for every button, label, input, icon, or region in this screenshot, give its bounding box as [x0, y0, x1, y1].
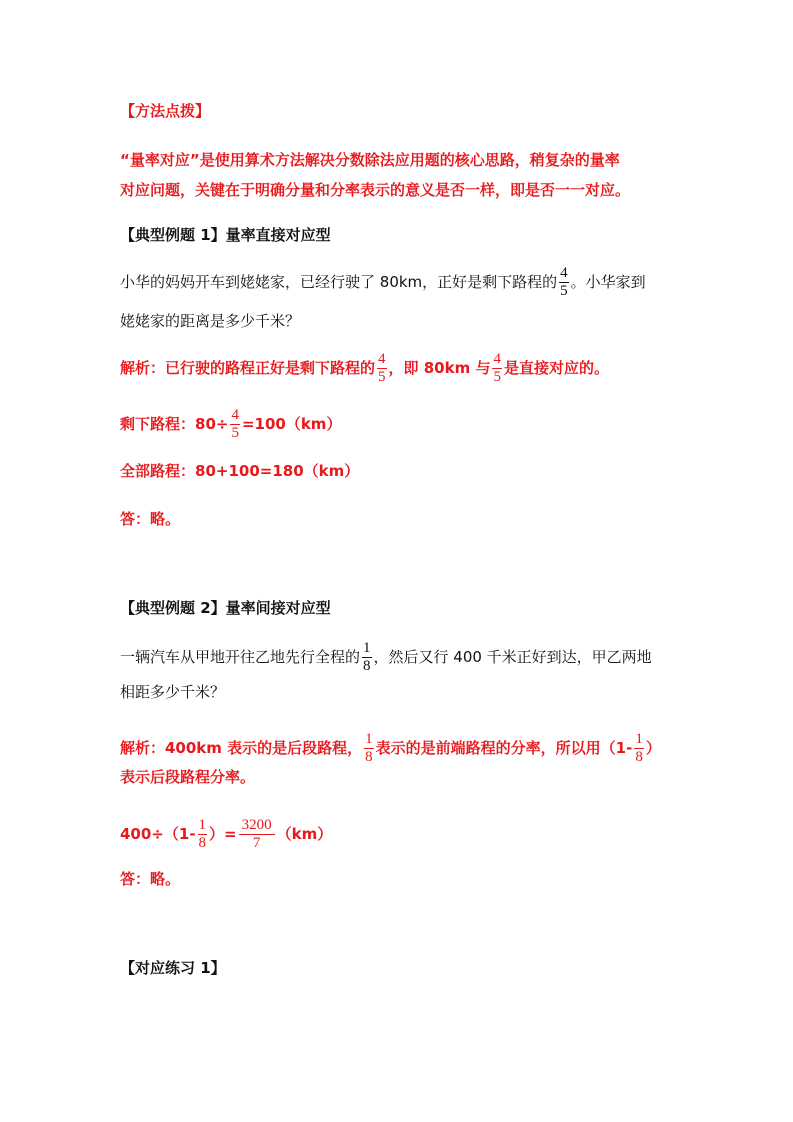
example1-question-text-a: 小华的妈妈开车到姥姥家，已经行驶了 80km，正好是剩下路程的 [120, 273, 558, 291]
fraction-four-fifths: $\frac{4}{5}$ [560, 265, 568, 299]
example1-analysis-text-a: 解析：已行驶的路程正好是剩下路程的 [120, 359, 376, 377]
example2-calc [120, 817, 332, 852]
example1-question-line1 [120, 265, 646, 300]
example2-answer: 答：略。 [120, 870, 181, 888]
example2-question-line2: 相距多少千米？ [120, 683, 226, 701]
example1-remaining-calc [120, 407, 341, 442]
example2-analysis-text-b: 表示的是前端路程的分率，所以用（1- [375, 739, 633, 757]
fraction-one-eighth: $\frac{1}{8}$ [363, 640, 371, 674]
example1-question-line2: 姥姥家的距离是多少千米？ [120, 312, 301, 330]
example1-remaining-text-b: =100（km） [241, 415, 342, 433]
example1-analysis-text-c: 是直接对应的。 [503, 359, 609, 377]
example1-heading: 【典型例题 1】量率直接对应型 [120, 226, 331, 244]
example2-question-text-a: 一辆汽车从甲地开往乙地先行全程的 [120, 648, 361, 666]
example2-question-line1 [120, 640, 652, 675]
fraction-one-eighth: $\frac{1}{8}$ [635, 731, 643, 765]
fraction-one-eighth: $\frac{1}{8}$ [365, 731, 373, 765]
example1-remaining-text-a: 剩下路程：80÷ [120, 415, 229, 433]
example1-analysis [120, 351, 609, 386]
fraction-four-fifths: $\frac{4}{5}$ [378, 351, 386, 385]
example2-heading: 【典型例题 2】量率间接对应型 [120, 599, 331, 617]
example2-calc-text-b: ）= [209, 825, 237, 843]
example2-analysis-text-c: ） [645, 739, 661, 757]
example1-question-text-b: 。小华家到 [570, 273, 646, 291]
example2-analysis-line2: 表示后段路程分率。 [120, 768, 256, 786]
example2-calc-text-c: （km） [276, 825, 333, 843]
example2-analysis-line1 [120, 731, 661, 766]
method-text-line2: 对应问题，关键在于明确分量和分率表示的意义是否一样，即是否一一对应。 [120, 181, 631, 199]
practice-heading: 【对应练习 1】 [120, 959, 226, 977]
fraction-four-fifths: $\frac{4}{5}$ [231, 407, 239, 441]
example1-answer: 答：略。 [120, 510, 181, 528]
fraction-result: $\frac{3200}{7}$ [239, 817, 275, 852]
fraction-four-fifths: $\frac{4}{5}$ [493, 351, 501, 385]
example2-question-text-b: ，然后又行 400 千米正好到达，甲乙两地 [373, 648, 652, 666]
example1-analysis-text-b: ，即 80km 与 [388, 359, 491, 377]
fraction-one-eighth: $\frac{1}{8}$ [198, 817, 207, 851]
method-text-line1: “量率对应”是使用算术方法解决分数除法应用题的核心思路，稍复杂的量率 [120, 151, 620, 169]
method-heading: 【方法点拨】 [120, 102, 211, 120]
example2-analysis-text-a: 解析：400km 表示的是后段路程， [120, 739, 363, 757]
example1-total-calc: 全部路程：80+100=180（km） [120, 462, 360, 480]
example2-calc-text-a: 400÷（1- [120, 825, 196, 843]
